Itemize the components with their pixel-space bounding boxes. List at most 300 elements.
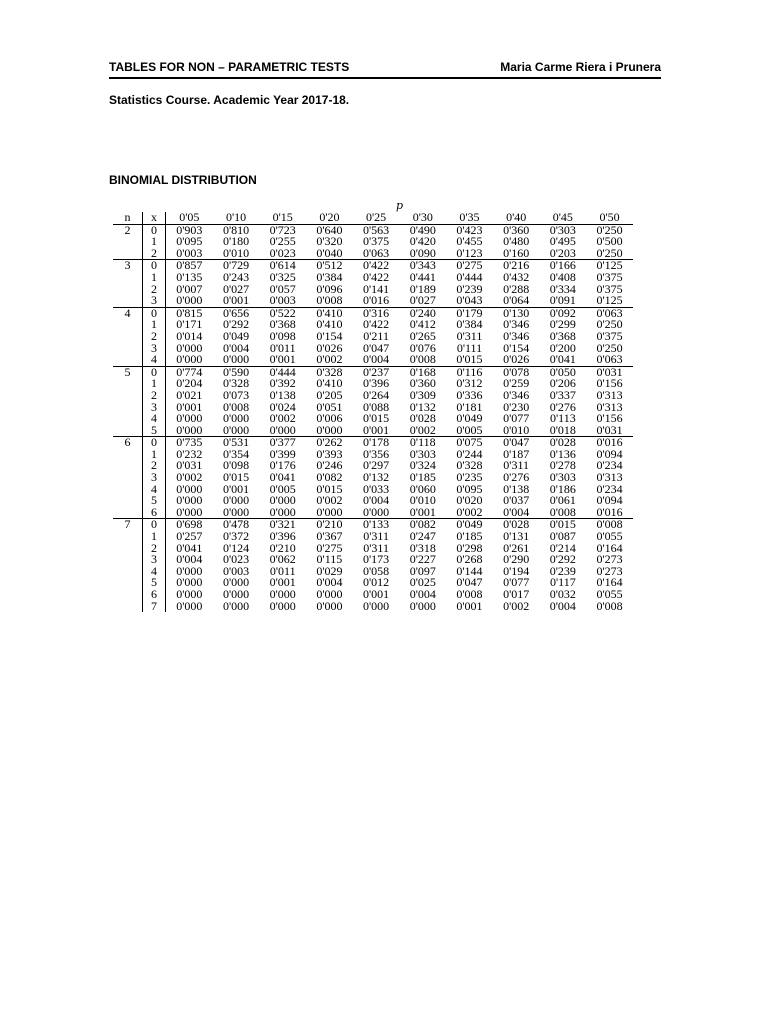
probability-cell: 0'324 [409, 458, 436, 473]
probability-cell: 0'000 [176, 587, 203, 601]
probability-cell: 0'334 [549, 281, 576, 296]
probability-cell: 0'234 [596, 481, 623, 496]
probability-cell: 0'303 [549, 470, 576, 485]
probability-cell: 0'185 [409, 470, 436, 485]
n-cell [113, 378, 143, 390]
probability-cell: 0'336 [456, 387, 483, 402]
n-cell [113, 402, 143, 414]
p-header-cell: 0'10 [213, 212, 260, 224]
probability-cell: 0'017 [503, 587, 530, 601]
probability-cell: 0'064 [503, 293, 530, 308]
probability-cell: 0'235 [456, 470, 483, 485]
probability-cell: 0'000 [222, 352, 250, 367]
probability-cell: 0'024 [269, 399, 296, 414]
n-cell: 3 [113, 260, 143, 272]
x-cell: 2 [143, 543, 166, 555]
probability-cell: 0'011 [269, 340, 296, 355]
probability-cell: 0'216 [493, 260, 540, 272]
probability-cell: 0'164 [596, 540, 623, 555]
probability-cell: 0'211 [363, 328, 389, 343]
probability-cell: 0'005 [456, 422, 483, 437]
probability-cell: 0'076 [409, 340, 436, 355]
probability-cell: 0'001 [176, 399, 203, 414]
probability-cell: 0'041 [176, 540, 203, 555]
probability-cell: 0'179 [446, 307, 493, 319]
probability-cell: 0'490 [409, 222, 436, 237]
probability-cell: 0'173 [363, 552, 390, 567]
probability-cell: 0'002 [503, 598, 530, 613]
probability-cell: 0'041 [549, 352, 576, 367]
probability-cell: 0'367 [316, 529, 343, 544]
probability-cell: 0'000 [316, 422, 343, 437]
probability-cell: 0'004 [176, 552, 203, 567]
probability-cell: 0'187 [503, 446, 530, 461]
probability-cell: 0'001 [222, 293, 250, 308]
probability-cell: 0'115 [316, 552, 343, 567]
section-title: BINOMIAL DISTRIBUTION [109, 173, 257, 187]
probability-cell: 0'047 [363, 340, 390, 355]
probability-cell: 0'027 [409, 293, 436, 308]
probability-cell: 0'062 [269, 552, 296, 567]
probability-cell: 0'018 [549, 422, 576, 437]
x-cell: 3 [143, 472, 166, 484]
probability-cell: 0'131 [503, 529, 530, 544]
probability-cell: 0'136 [549, 446, 576, 461]
probability-cell: 0'000 [176, 411, 203, 426]
probability-cell: 0'239 [456, 281, 483, 296]
probability-cell: 0'288 [503, 281, 530, 296]
probability-cell: 0'000 [269, 598, 296, 613]
probability-cell: 0'031 [596, 422, 623, 437]
probability-cell: 0'060 [409, 481, 436, 496]
probability-cell: 0'354 [222, 446, 250, 461]
probability-cell: 0'200 [549, 340, 576, 355]
probability-cell: 0'205 [316, 387, 343, 402]
p-header-cell: 0'15 [259, 212, 306, 224]
probability-cell: 0'026 [316, 340, 343, 355]
x-cell: 7 [143, 601, 166, 613]
probability-cell: 0'500 [596, 234, 623, 249]
probability-cell: 0'368 [549, 328, 576, 343]
probability-cell: 0'168 [399, 366, 446, 378]
probability-cell: 0'396 [363, 376, 390, 391]
probability-cell: 0'010 [409, 493, 436, 508]
probability-cell: 0'156 [596, 376, 623, 391]
probability-cell: 0'117 [549, 575, 576, 590]
probability-cell: 0'372 [222, 529, 250, 544]
x-cell: 3 [143, 554, 166, 566]
probability-cell: 0'015 [540, 519, 587, 531]
probability-cell: 0'313 [596, 470, 623, 485]
probability-cell: 0'000 [176, 563, 203, 578]
binomial-table [113, 212, 633, 612]
probability-cell: 0'002 [269, 411, 296, 426]
x-cell: 5 [143, 495, 166, 507]
probability-cell: 0'008 [316, 293, 343, 308]
probability-cell: 0'346 [503, 387, 530, 402]
probability-cell: 0'008 [456, 587, 483, 601]
x-cell: 6 [143, 589, 166, 601]
probability-cell: 0'092 [540, 307, 587, 319]
probability-cell: 0'325 [269, 269, 296, 284]
probability-cell: 0'356 [363, 446, 390, 461]
probability-cell: 0'028 [493, 519, 540, 531]
probability-cell: 0'227 [409, 552, 436, 567]
p-header-cell: 0'45 [540, 212, 587, 224]
probability-cell: 0'078 [493, 366, 540, 378]
x-cell: 1 [143, 378, 166, 390]
probability-cell: 0'408 [549, 269, 576, 284]
probability-cell: 0'244 [456, 446, 483, 461]
probability-cell: 0'031 [586, 366, 633, 378]
probability-cell: 0'055 [596, 587, 623, 601]
probability-cell: 0'512 [306, 260, 353, 272]
probability-cell: 0'000 [316, 587, 343, 601]
probability-cell: 0'375 [596, 328, 623, 343]
x-cell: 0 [143, 307, 166, 319]
probability-cell: 0'257 [176, 529, 203, 544]
probability-cell: 0'316 [353, 307, 400, 319]
probability-cell: 0'047 [456, 575, 483, 590]
probability-cell: 0'000 [222, 587, 250, 601]
probability-cell: 0'328 [456, 458, 483, 473]
n-header: n [113, 212, 143, 224]
x-cell: 5 [143, 425, 166, 437]
probability-cell: 0'000 [316, 504, 343, 519]
probability-cell: 0'008 [409, 352, 436, 367]
probability-cell: 0'077 [503, 575, 530, 590]
probability-cell: 0'005 [269, 481, 296, 496]
probability-cell: 0'006 [316, 411, 343, 426]
probability-cell: 0'420 [409, 234, 436, 249]
probability-cell: 0'004 [549, 598, 576, 613]
x-cell: 3 [143, 343, 166, 355]
n-cell [113, 543, 143, 555]
probability-cell: 0'171 [176, 317, 203, 332]
probability-cell: 0'239 [549, 563, 576, 578]
probability-cell: 0'774 [166, 366, 213, 378]
probability-cell: 0'012 [363, 575, 390, 590]
probability-cell: 0'141 [363, 281, 390, 296]
probability-cell: 0'298 [456, 540, 483, 555]
probability-cell: 0'250 [596, 222, 623, 237]
x-cell: 1 [143, 319, 166, 331]
probability-cell: 0'000 [269, 493, 296, 508]
x-cell: 1 [143, 272, 166, 284]
probability-cell: 0'444 [259, 366, 306, 378]
probability-cell: 0'444 [456, 269, 483, 284]
header-divider [109, 77, 661, 79]
n-cell [113, 495, 143, 507]
n-cell [113, 554, 143, 566]
probability-cell: 0'096 [316, 281, 343, 296]
probability-cell: 0'290 [503, 552, 530, 567]
probability-cell: 0'250 [596, 245, 623, 260]
probability-cell: 0'194 [503, 563, 530, 578]
probability-cell: 0'021 [176, 387, 203, 402]
probability-cell: 0'138 [503, 481, 530, 496]
probability-cell: 0'246 [316, 458, 343, 473]
header-title: TABLES FOR NON – PARAMETRIC TESTS [109, 60, 350, 74]
probability-cell: 0'360 [409, 376, 436, 391]
probability-cell: 0'088 [363, 399, 390, 414]
probability-cell: 0'016 [586, 437, 633, 449]
probability-cell: 0'240 [399, 307, 446, 319]
probability-cell: 0'410 [316, 317, 343, 332]
probability-cell: 0'033 [363, 481, 390, 496]
probability-cell: 0'125 [596, 293, 623, 308]
probability-cell: 0'028 [409, 411, 436, 426]
probability-cell: 0'337 [549, 387, 576, 402]
probability-cell: 0'210 [306, 519, 353, 531]
x-cell: 4 [143, 484, 166, 496]
probability-cell: 0'698 [166, 519, 213, 531]
n-cell [113, 272, 143, 284]
x-cell: 0 [143, 519, 166, 531]
x-cell: 1 [143, 236, 166, 248]
probability-cell: 0'273 [596, 563, 623, 578]
probability-cell: 0'008 [549, 504, 576, 519]
probability-cell: 0'614 [259, 260, 306, 272]
page-header [109, 60, 661, 74]
probability-cell: 0'729 [213, 260, 260, 272]
p-header-cell: 0'20 [306, 212, 353, 224]
probability-cell: 0'004 [503, 504, 530, 519]
probability-cell: 0'011 [269, 563, 296, 578]
x-cell: 2 [143, 331, 166, 343]
x-cell: 3 [143, 295, 166, 307]
x-cell: 1 [143, 449, 166, 461]
probability-cell: 0'000 [176, 352, 203, 367]
x-cell: 2 [143, 284, 166, 296]
probability-cell: 0'037 [503, 493, 530, 508]
p-header-cell: 0'35 [446, 212, 493, 224]
probability-cell: 0'368 [269, 317, 296, 332]
probability-cell: 0'640 [316, 222, 343, 237]
header-author: Maria Carme Riera i Prunera [500, 60, 661, 74]
probability-cell: 0'008 [586, 519, 633, 531]
probability-cell: 0'098 [222, 458, 250, 473]
probability-cell: 0'328 [306, 366, 353, 378]
n-cell [113, 601, 143, 613]
probability-cell: 0'058 [363, 563, 390, 578]
n-cell [113, 343, 143, 355]
probability-cell: 0'001 [363, 422, 390, 437]
probability-cell: 0'204 [176, 376, 203, 391]
probability-cell: 0'123 [456, 245, 483, 260]
n-cell [113, 484, 143, 496]
probability-cell: 0'495 [549, 234, 576, 249]
probability-cell: 0'001 [363, 587, 390, 601]
probability-cell: 0'375 [596, 269, 623, 284]
probability-cell: 0'176 [269, 458, 296, 473]
probability-cell: 0'000 [363, 504, 390, 519]
probability-cell: 0'041 [269, 470, 296, 485]
x-cell: 0 [143, 437, 166, 449]
probability-cell: 0'377 [259, 437, 306, 449]
probability-cell: 0'423 [456, 222, 483, 237]
probability-cell: 0'478 [213, 519, 260, 531]
probability-cell: 0'292 [549, 552, 576, 567]
probability-cell: 0'276 [549, 399, 576, 414]
probability-cell: 0'297 [363, 458, 390, 473]
probability-cell: 0'028 [540, 437, 587, 449]
p-header-cell: 0'25 [353, 212, 400, 224]
probability-cell: 0'000 [269, 504, 296, 519]
probability-cell: 0'441 [409, 269, 436, 284]
probability-cell: 0'010 [222, 245, 250, 260]
probability-cell: 0'051 [316, 399, 343, 414]
probability-cell: 0'410 [316, 376, 343, 391]
probability-cell: 0'047 [493, 437, 540, 449]
x-cell: 4 [143, 413, 166, 425]
probability-cell: 0'077 [503, 411, 530, 426]
probability-cell: 0'125 [586, 260, 633, 272]
probability-cell: 0'027 [222, 281, 250, 296]
x-cell: 1 [143, 531, 166, 543]
n-cell [113, 284, 143, 296]
probability-cell: 0'014 [176, 328, 203, 343]
x-cell: 0 [143, 260, 166, 272]
probability-cell: 0'040 [316, 245, 343, 260]
probability-cell: 0'154 [503, 340, 530, 355]
probability-cell: 0'232 [176, 446, 203, 461]
probability-cell: 0'656 [213, 307, 260, 319]
probability-cell: 0'250 [596, 317, 623, 332]
probability-cell: 0'002 [316, 493, 343, 508]
probability-cell: 0'124 [222, 540, 250, 555]
probability-cell: 0'210 [269, 540, 296, 555]
probability-cell: 0'903 [176, 222, 203, 237]
probability-cell: 0'002 [409, 422, 436, 437]
n-cell [113, 460, 143, 472]
n-cell [113, 236, 143, 248]
probability-cell: 0'311 [503, 458, 530, 473]
probability-cell: 0'234 [596, 458, 623, 473]
probability-cell: 0'422 [363, 317, 390, 332]
probability-cell: 0'250 [596, 340, 623, 355]
n-cell [113, 577, 143, 589]
probability-cell: 0'531 [213, 437, 260, 449]
probability-cell: 0'214 [549, 540, 576, 555]
x-cell: 2 [143, 460, 166, 472]
probability-cell: 0'008 [222, 399, 250, 414]
probability-cell: 0'000 [316, 598, 343, 613]
probability-cell: 0'178 [353, 437, 400, 449]
probability-cell: 0'004 [363, 493, 390, 508]
probability-cell: 0'082 [316, 470, 343, 485]
n-cell [113, 531, 143, 543]
probability-cell: 0'276 [503, 470, 530, 485]
probability-cell: 0'000 [222, 504, 250, 519]
probability-cell: 0'075 [446, 437, 493, 449]
probability-cell: 0'206 [549, 376, 576, 391]
probability-cell: 0'432 [503, 269, 530, 284]
probability-cell: 0'016 [363, 293, 390, 308]
probability-cell: 0'000 [176, 598, 203, 613]
probability-cell: 0'032 [549, 587, 576, 601]
probability-cell: 0'422 [353, 260, 400, 272]
probability-cell: 0'262 [306, 437, 353, 449]
probability-cell: 0'000 [222, 598, 250, 613]
probability-cell: 0'299 [549, 317, 576, 332]
probability-cell: 0'237 [353, 366, 400, 378]
probability-cell: 0'000 [222, 411, 250, 426]
probability-cell: 0'230 [503, 399, 530, 414]
probability-cell: 0'082 [399, 519, 446, 531]
probability-cell: 0'268 [456, 552, 483, 567]
probability-cell: 0'203 [549, 245, 576, 260]
probability-cell: 0'098 [269, 328, 296, 343]
n-cell: 7 [113, 519, 143, 531]
x-cell: 2 [143, 390, 166, 402]
probability-cell: 0'049 [222, 328, 250, 343]
probability-cell: 0'164 [596, 575, 623, 590]
probability-cell: 0'135 [176, 269, 203, 284]
probability-cell: 0'133 [353, 519, 400, 531]
n-cell [113, 472, 143, 484]
n-cell: 6 [113, 437, 143, 449]
probability-cell: 0'278 [549, 458, 576, 473]
x-header: x [143, 212, 166, 224]
probability-cell: 0'116 [446, 366, 493, 378]
probability-cell: 0'343 [399, 260, 446, 272]
probability-cell: 0'063 [363, 245, 390, 260]
p-axis-label: p [396, 199, 404, 212]
table-row [113, 601, 633, 613]
probability-cell: 0'025 [409, 575, 436, 590]
probability-cell: 0'723 [269, 222, 296, 237]
probability-cell: 0'857 [166, 260, 213, 272]
probability-cell: 0'243 [222, 269, 250, 284]
probability-cell: 0'309 [409, 387, 436, 402]
probability-cell: 0'050 [540, 366, 587, 378]
probability-cell: 0'095 [176, 234, 203, 249]
probability-cell: 0'273 [596, 552, 623, 567]
probability-cell: 0'522 [259, 307, 306, 319]
probability-cell: 0'303 [409, 446, 436, 461]
probability-cell: 0'000 [176, 575, 203, 590]
probability-cell: 0'563 [363, 222, 390, 237]
probability-cell: 0'189 [409, 281, 436, 296]
n-cell [113, 589, 143, 601]
probability-cell: 0'346 [503, 328, 530, 343]
probability-cell: 0'815 [166, 307, 213, 319]
probability-cell: 0'023 [222, 552, 250, 567]
n-cell: 5 [113, 366, 143, 378]
probability-cell: 0'000 [176, 481, 203, 496]
probability-cell: 0'026 [503, 352, 530, 367]
x-cell: 2 [143, 248, 166, 260]
x-cell: 4 [143, 354, 166, 366]
probability-cell: 0'000 [176, 493, 203, 508]
x-cell: 0 [143, 366, 166, 378]
n-cell: 2 [113, 224, 143, 236]
probability-cell: 0'015 [456, 352, 483, 367]
probability-cell: 0'000 [269, 422, 296, 437]
n-cell: 4 [113, 307, 143, 319]
probability-cell: 0'590 [213, 366, 260, 378]
probability-cell: 0'181 [456, 399, 483, 414]
probability-cell: 0'111 [456, 340, 483, 355]
probability-cell: 0'002 [176, 470, 203, 485]
x-cell: 4 [143, 566, 166, 578]
probability-cell: 0'410 [306, 307, 353, 319]
probability-cell: 0'113 [549, 411, 576, 426]
probability-cell: 0'016 [596, 504, 623, 519]
probability-cell: 0'321 [259, 519, 306, 531]
probability-cell: 0'097 [409, 563, 436, 578]
